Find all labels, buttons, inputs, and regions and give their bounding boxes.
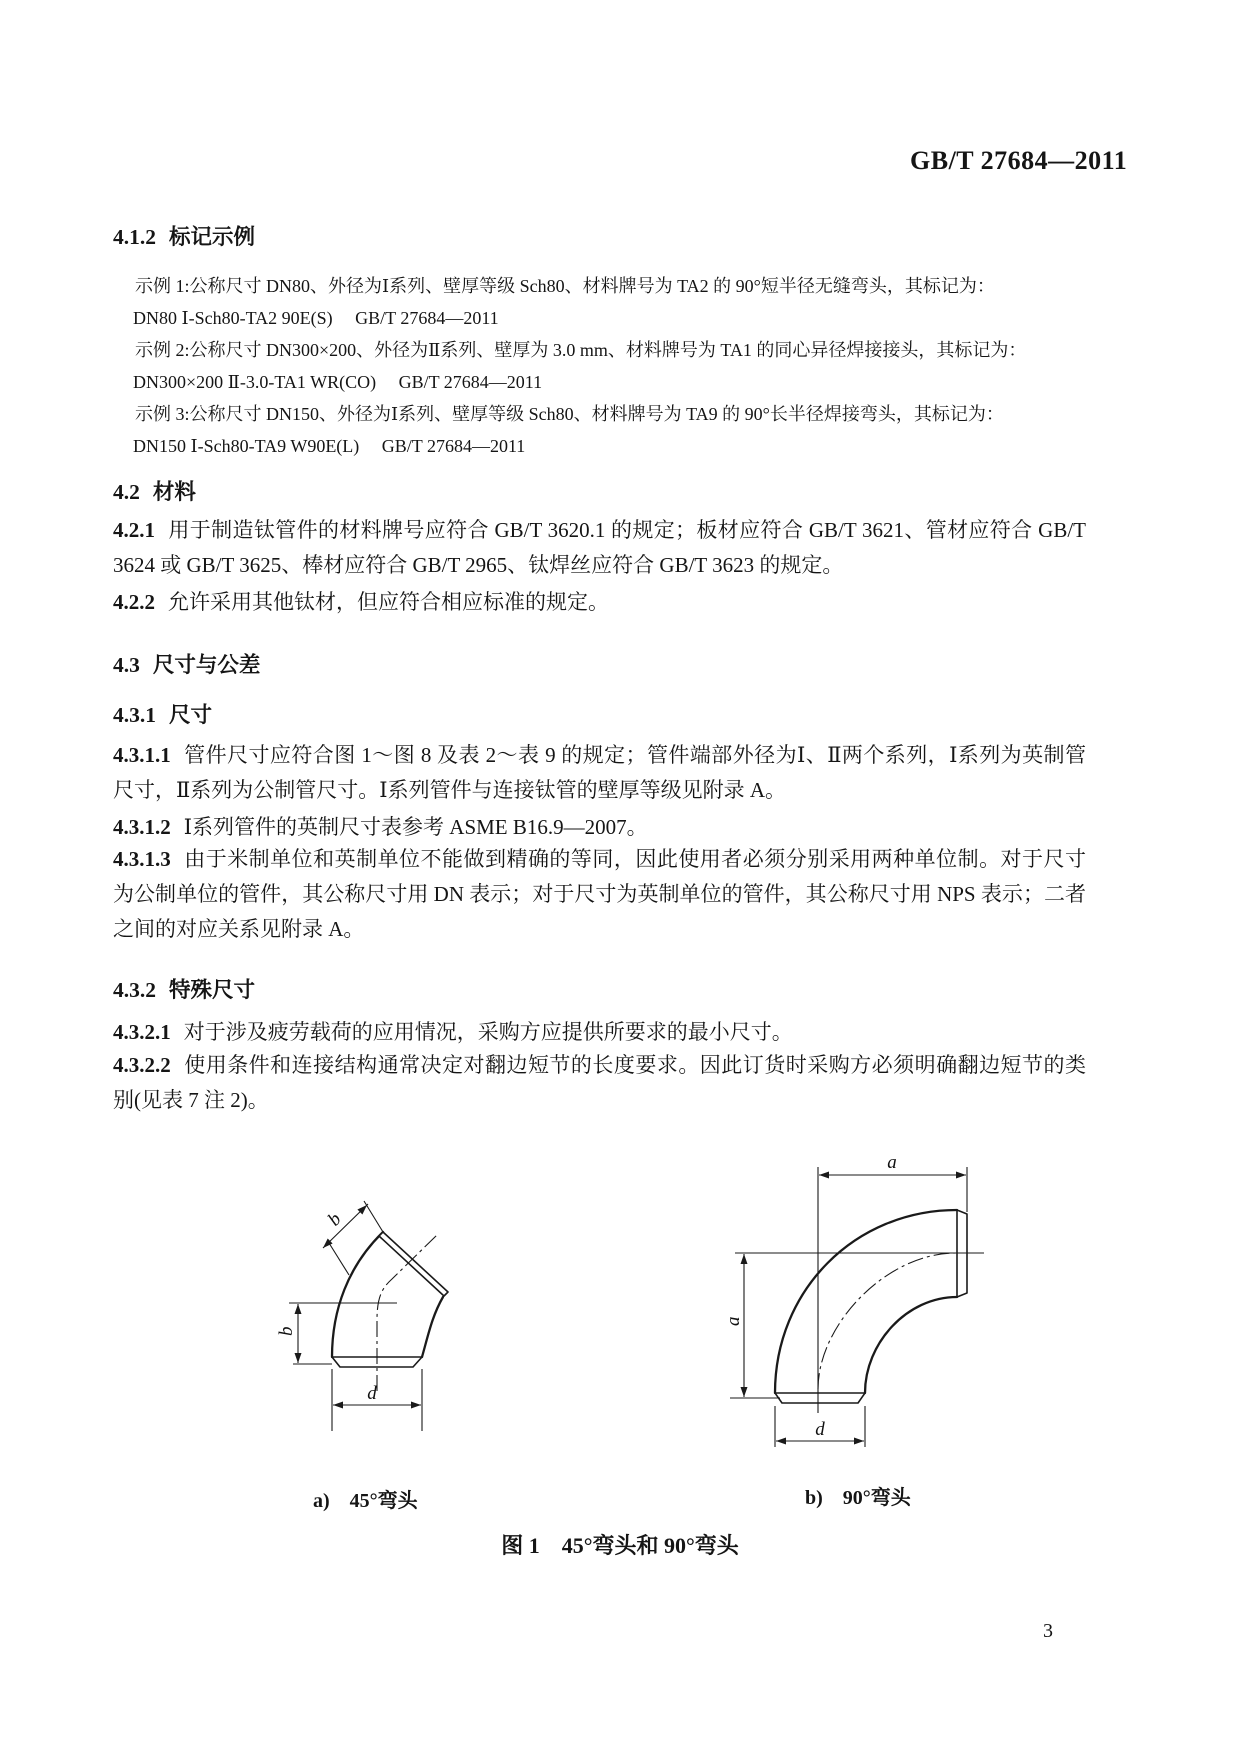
section-heading-4-3 bbox=[113, 648, 260, 679]
section-number: 4.2 bbox=[113, 480, 140, 504]
example-3-description: 示例 3:公称尺寸 DN150、外径为Ⅰ系列、壁厚等级 Sch80、材料牌号为 TA9 的 90°长半径焊接弯头，其标记为： bbox=[135, 404, 1004, 424]
clause-4-3-2-1 bbox=[113, 1015, 1086, 1050]
clause-text: 管件尺寸应符合图 1～图 8 及表 2～表 9 的规定；管件端部外径为Ⅰ、Ⅱ两个系列，Ⅰ系列为英制管尺寸，Ⅱ系列为公制管尺寸。Ⅰ系列管件与连接钛管的壁厚等级见附录 A。 bbox=[113, 743, 1086, 802]
section-title: 尺寸与公差 bbox=[152, 653, 261, 677]
example-2-designation: DN300×200 Ⅱ-3.0-TA1 WR(CO) GB/T 27684—2011 bbox=[133, 372, 543, 392]
standard-number-header: GB/T 27684—2011 bbox=[910, 146, 1128, 175]
clause-text: 用于制造钛管件的材料牌号应符合 GB/T 3620.1 的规定；板材应符合 GB/T 3621、管材应符合 GB/T 3624 或 GB/T 3625、棒材应符合 GB/T 2965、钛焊丝应符合 GB/T 3623 的规定。 bbox=[113, 518, 1086, 577]
clause-number: 4.3.2.1 bbox=[113, 1020, 171, 1044]
arrowhead bbox=[854, 1438, 864, 1445]
extension-line bbox=[329, 1243, 349, 1275]
clause-4-3-1-2 bbox=[113, 810, 1086, 845]
clause-number: 4.3.1.1 bbox=[113, 743, 171, 767]
elbow90-inner-edge bbox=[865, 1297, 957, 1393]
example-3-designation: DN150 Ⅰ-Sch80-TA9 W90E(L) GB/T 27684—2011 bbox=[133, 436, 526, 456]
dim-label-a-left: a bbox=[723, 1316, 744, 1326]
90-elbow-diagram bbox=[700, 1140, 1010, 1450]
clause-number: 4.3.2.2 bbox=[113, 1053, 171, 1077]
clause-text: 允许采用其他钛材，但应符合相应标准的规定。 bbox=[168, 590, 609, 614]
clause-number: 4.3.1.3 bbox=[113, 847, 171, 871]
section-heading-4-1-2 bbox=[113, 220, 255, 251]
section-title: 材料 bbox=[152, 480, 196, 504]
clause-number: 4.3.1.2 bbox=[113, 815, 171, 839]
page-number: 3 bbox=[1043, 1620, 1053, 1642]
dim-label-d: d bbox=[815, 1419, 825, 1440]
arrowhead bbox=[333, 1402, 343, 1409]
example-2-description: 示例 2:公称尺寸 DN300×200、外径为Ⅱ系列、壁厚为 3.0 mm、材料牌号为 TA1 的同心异径焊接接头，其标记为： bbox=[135, 340, 1027, 360]
45-elbow-diagram bbox=[230, 1140, 480, 1440]
figure-caption-a: a) 45°弯头 bbox=[313, 1490, 418, 1512]
clause-number: 4.2.1 bbox=[113, 518, 155, 542]
figure-90-elbow-drawing bbox=[700, 1140, 1010, 1450]
elbow90-bottom-end-face bbox=[775, 1393, 865, 1403]
section-number: 4.3 bbox=[113, 653, 140, 677]
dim-label-b-vertical: b bbox=[276, 1326, 297, 1336]
clause-text: 使用条件和连接结构通常决定对翻边短节的长度要求。因此订货时采购方必须明确翻边短节的类别(见表 7 注 2)。 bbox=[113, 1053, 1086, 1112]
dim-label-b-slant: b bbox=[323, 1208, 346, 1231]
figure-caption-b: b) 90°弯头 bbox=[805, 1487, 911, 1509]
section-heading-4-2 bbox=[113, 475, 196, 506]
arrowhead bbox=[956, 1172, 966, 1179]
arrowhead bbox=[295, 1304, 302, 1314]
clause-text: 由于米制单位和英制单位不能做到精确的等同，因此使用者必须分别采用两种单位制。对于尺寸为公制单位的管件，其公称尺寸用 DN 表示；对于尺寸为英制单位的管件，其公称尺寸用 NPS 表示；二者之间的对应关系见附录 A。 bbox=[113, 847, 1086, 941]
clause-4-2-2 bbox=[113, 585, 1086, 620]
section-title: 标记示例 bbox=[169, 225, 256, 249]
clause-number: 4.2.2 bbox=[113, 590, 155, 614]
clause-4-3-1-3 bbox=[113, 842, 1086, 947]
arrowhead bbox=[411, 1402, 421, 1409]
elbow45-top-end-face bbox=[379, 1232, 448, 1296]
section-number: 4.3.2 bbox=[113, 978, 156, 1002]
section-heading-4-3-2 bbox=[113, 973, 255, 1004]
arrowhead bbox=[819, 1172, 829, 1179]
example-1-description: 示例 1:公称尺寸 DN80、外径为Ⅰ系列、壁厚等级 Sch80、材料牌号为 TA2 的 90°短半径无缝弯头，其标记为： bbox=[135, 276, 995, 296]
section-title: 特殊尺寸 bbox=[169, 978, 256, 1002]
example-1-designation: DN80 Ⅰ-Sch80-TA2 90E(S) GB/T 27684—2011 bbox=[133, 308, 499, 328]
clause-4-2-1 bbox=[113, 513, 1086, 583]
dim-label-d: d bbox=[367, 1383, 377, 1404]
arrowhead bbox=[741, 1254, 748, 1264]
clause-4-3-1-1 bbox=[113, 738, 1086, 808]
clause-4-3-2-2 bbox=[113, 1048, 1086, 1118]
section-title: 尺寸 bbox=[169, 703, 213, 727]
section-heading-4-3-1 bbox=[113, 698, 212, 729]
clause-text: 对于涉及疲劳载荷的应用情况，采购方应提供所要求的最小尺寸。 bbox=[183, 1020, 793, 1044]
figure-45-elbow-drawing bbox=[230, 1140, 480, 1440]
arrowhead bbox=[776, 1438, 786, 1445]
elbow90-centerline bbox=[818, 1253, 956, 1389]
clause-text: Ⅰ系列管件的英制尺寸表参考 ASME B16.9—2007。 bbox=[183, 815, 648, 839]
arrowhead bbox=[741, 1387, 748, 1397]
elbow45-inner-edge bbox=[422, 1297, 443, 1357]
section-number: 4.3.1 bbox=[113, 703, 156, 727]
elbow45-outer-edge bbox=[332, 1232, 383, 1357]
figure-title: 图 1 45°弯头和 90°弯头 bbox=[501, 1533, 739, 1558]
dim-label-a-top: a bbox=[887, 1152, 897, 1173]
arrowhead bbox=[295, 1353, 302, 1363]
section-number: 4.1.2 bbox=[113, 225, 156, 249]
